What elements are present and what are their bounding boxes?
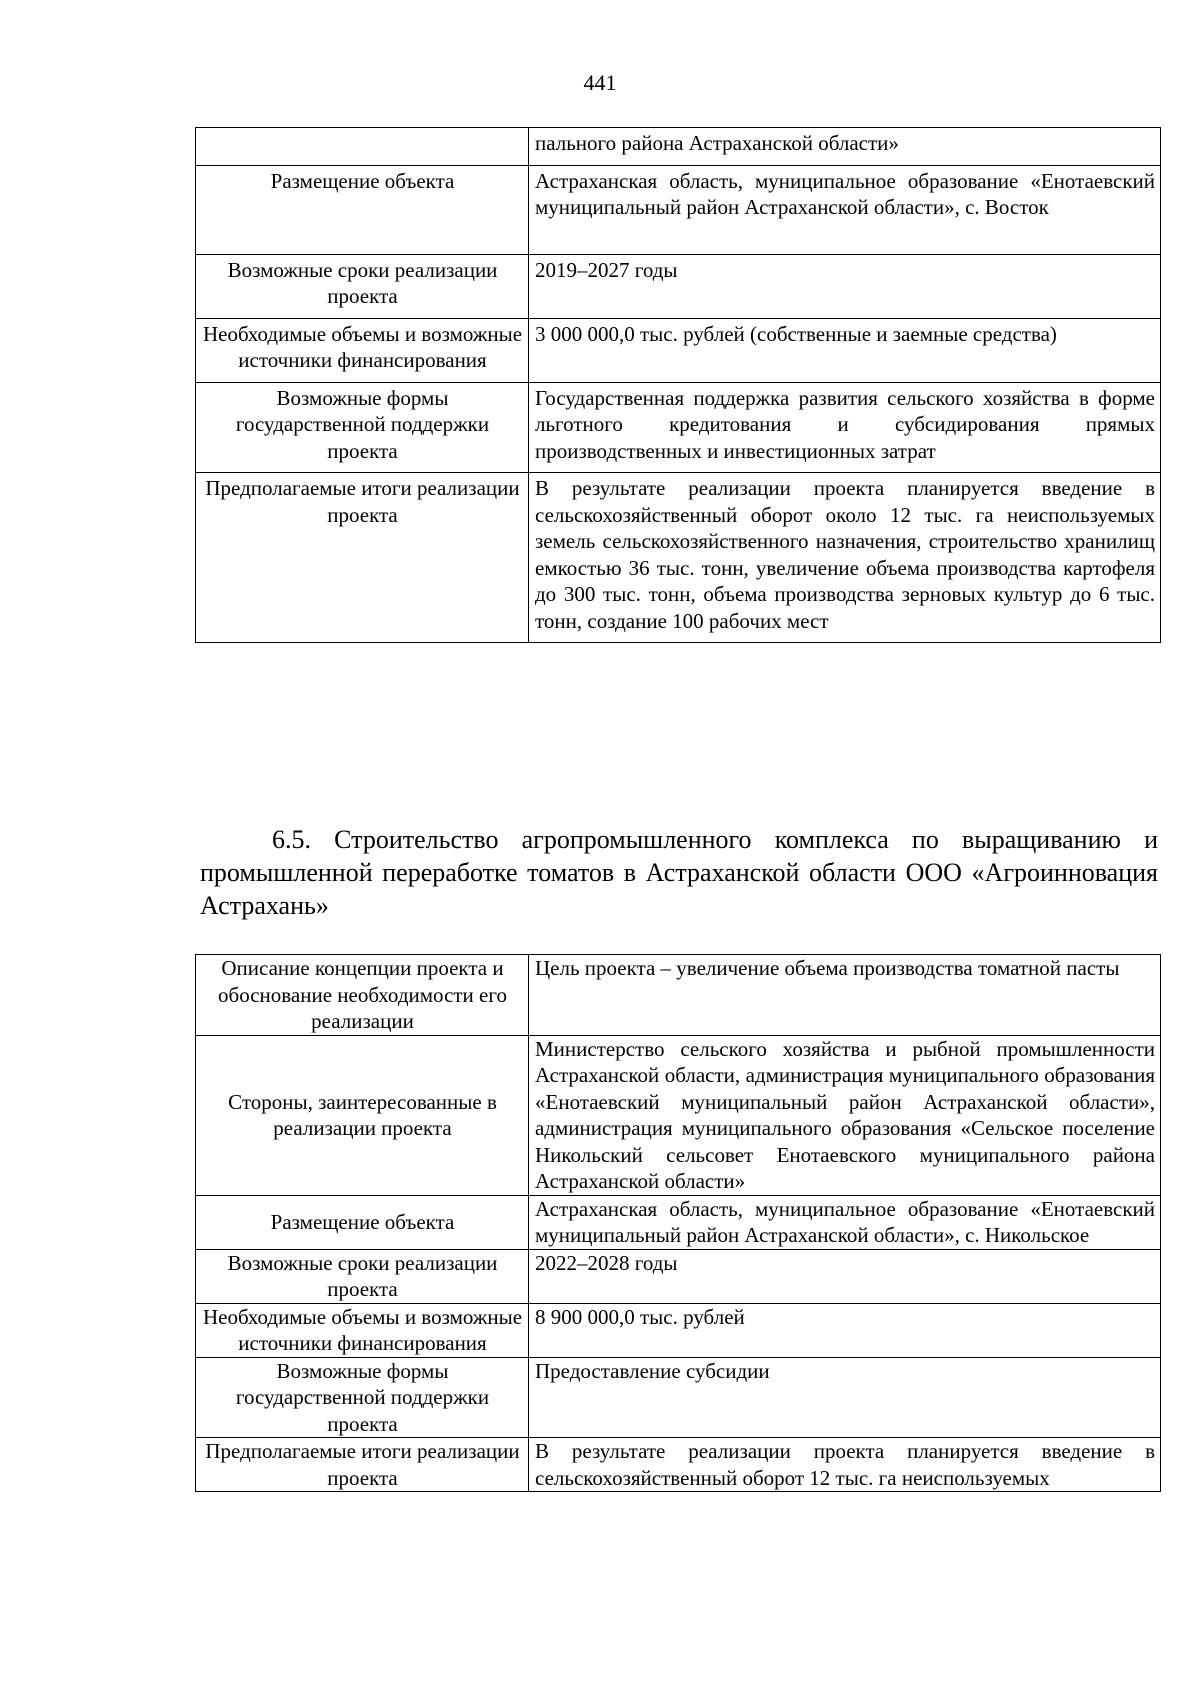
row-value: Государственная поддержка развития сельского хозяйства в форме льготного кредитования и субсидирования прямых производственных и инвестиционных затрат [529, 382, 1161, 473]
table-row [196, 128, 1161, 166]
row-label: Описание концепции проекта и обоснование необходимости его реализации [196, 955, 529, 1036]
row-value: Министерство сельского хозяйства и рыбной промышленности Астраханской области, администрация муниципального образования «Енотаевский муниципальный район Астраханской области», администрация муниципального образования «Сельское поселение Никольский сельсовет Енотаевского муниципального района Астраханской области» [529, 1035, 1161, 1195]
row-label: Стороны, заинтересованные в реализации проекта [196, 1035, 529, 1195]
row-value: 2022–2028 годы [529, 1249, 1161, 1303]
row-label: Предполагаемые итоги реализации проекта [196, 473, 529, 643]
table-row [196, 1303, 1161, 1357]
row-label: Размещение объекта [196, 165, 529, 254]
row-label [196, 128, 529, 166]
row-value: 8 900 000,0 тыс. рублей [529, 1303, 1161, 1357]
row-value: Цель проекта – увеличение объема производства томатной пасты [529, 955, 1161, 1036]
section-heading: 6.5. Строительство агропромышленного комплекса по выращиванию и промышленной переработке томатов в Астраханской области ООО «Агроинновация Астрахань» [200, 825, 1158, 920]
table-row [196, 1438, 1161, 1492]
table-row [196, 254, 1161, 318]
table-row [196, 382, 1161, 473]
row-label: Предполагаемые итоги реализации проекта [196, 1438, 529, 1492]
row-label: Возможные сроки реализации проекта [196, 1249, 529, 1303]
table-row [196, 1035, 1161, 1195]
row-value: В результате реализации проекта планируется введение в сельскохозяйственный оборот 12 тыс. га неиспользуемых [529, 1438, 1161, 1492]
page-number: 441 [583, 70, 617, 95]
table-row [196, 473, 1161, 643]
table-row [196, 165, 1161, 254]
row-value: Предоставление субсидии [529, 1357, 1161, 1438]
row-label: Необходимые объемы и возможные источники финансирования [196, 1303, 529, 1357]
row-value: 3 000 000,0 тыс. рублей (собственные и заемные средства) [529, 318, 1161, 382]
project-passport-table [195, 954, 1161, 1492]
row-label: Возможные формы государственной поддержки проекта [196, 1357, 529, 1438]
row-value: Астраханская область, муниципальное образование «Енотаевский муниципальный район Астраханской области», с. Восток [529, 165, 1161, 254]
row-label: Размещение объекта [196, 1195, 529, 1249]
row-value: пального района Астраханской области» [529, 128, 1161, 166]
table-row [196, 1195, 1161, 1249]
row-value: Астраханская область, муниципальное образование «Енотаевский муниципальный район Астраханской области», с. Никольское [529, 1195, 1161, 1249]
table-row [196, 955, 1161, 1036]
project-passport-table-continued [195, 127, 1161, 643]
table-row [196, 318, 1161, 382]
row-value: 2019–2027 годы [529, 254, 1161, 318]
row-label: Возможные формы государственной поддержки проекта [196, 382, 529, 473]
table-row [196, 1357, 1161, 1438]
row-label: Возможные сроки реализации проекта [196, 254, 529, 318]
table-row [196, 1249, 1161, 1303]
row-value: В результате реализации проекта планируется введение в сельскохозяйственный оборот около 12 тыс. га неиспользуемых земель сельскохозяйственного назначения, строительство хранилищ емкостью 36 тыс. тонн, увеличение объема производства картофеля до 300 тыс. тонн, объема производства зерновых культур до 6 тыс. тонн, создание 100 рабочих мест [529, 473, 1161, 643]
row-label: Необходимые объемы и возможные источники финансирования [196, 318, 529, 382]
